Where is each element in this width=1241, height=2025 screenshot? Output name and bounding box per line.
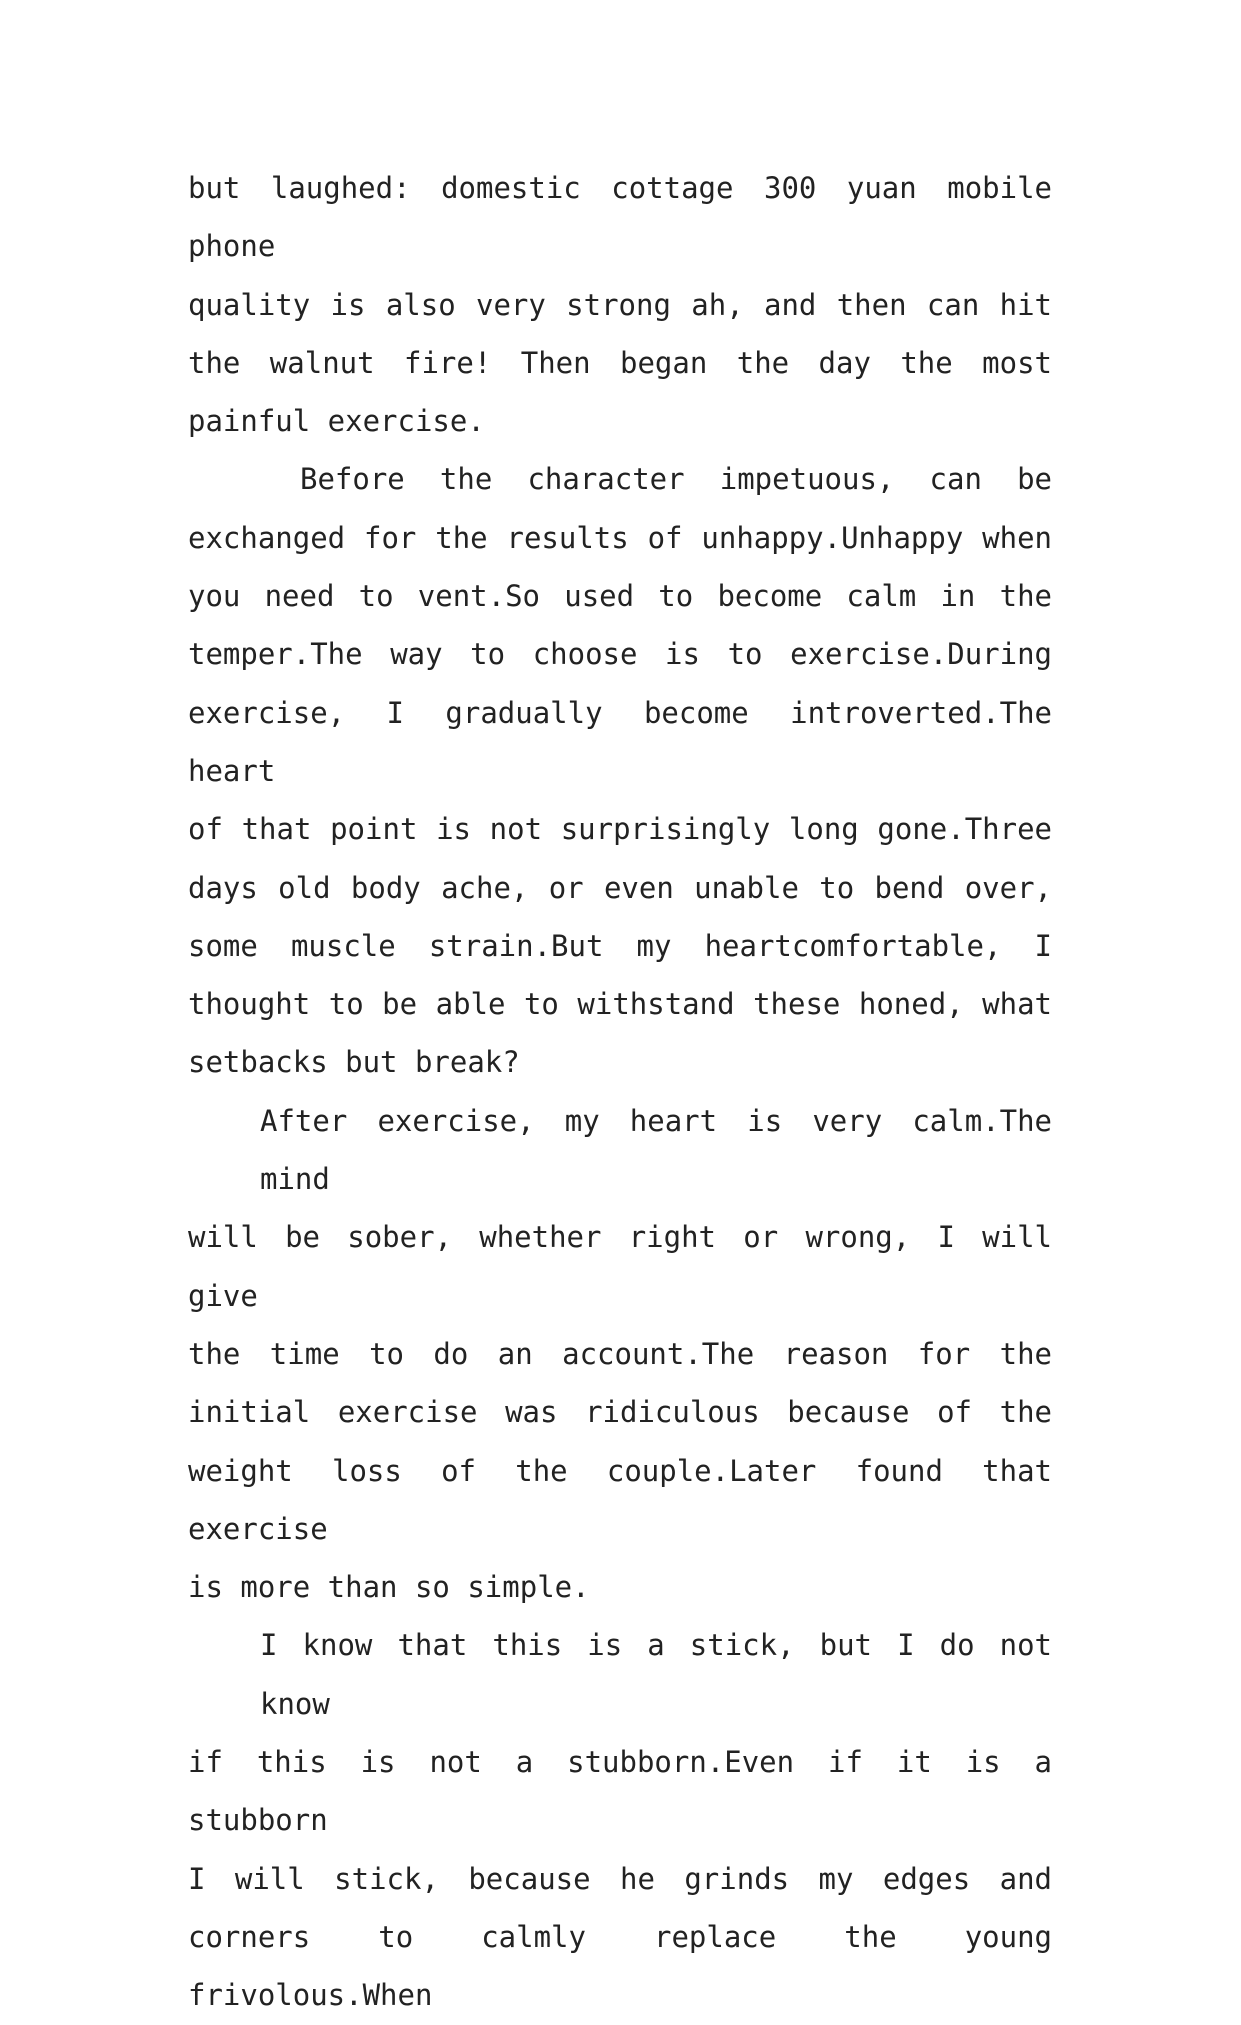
text-line: of that point is not surprisingly long gone.Three [188, 812, 1052, 847]
text-line: exercise, I gradually become introverted.The heart [188, 695, 1052, 788]
text-line: weight loss of the couple.Later found that exercise [188, 1453, 1052, 1546]
text-line: temper.The way to choose is to exercise.During [188, 637, 1052, 672]
text-line: will be sober, whether right or wrong, I will give [188, 1220, 1052, 1313]
text-line: Before the character impetuous, can be [300, 462, 1052, 497]
paragraph-4 [188, 1616, 1052, 2024]
text-line: quality is also very strong ah, and then can hit [188, 287, 1052, 322]
text-line: if this is not a stubborn.Even if it is a stubborn [188, 1745, 1052, 1838]
text-line: days old body ache, or even unable to bend over, [188, 870, 1052, 905]
text-line: but laughed: domestic cottage 300 yuan mobile phone [188, 171, 1052, 264]
text-line: you need to vent.So used to become calm in the [188, 579, 1052, 614]
paragraph-1 [188, 159, 1052, 450]
text-line: initial exercise was ridiculous because of the [188, 1395, 1052, 1430]
text-line: exchanged for the results of unhappy.Unhappy when [188, 520, 1052, 555]
text-line: thought to be able to withstand these honed, what [188, 987, 1052, 1022]
text-line: the time to do an account.The reason for the [188, 1336, 1052, 1371]
text-line: painful exercise. [188, 404, 485, 439]
paragraph-3 [188, 1092, 1052, 1617]
text-line: After exercise, my heart is very calm.The mind [260, 1103, 1052, 1197]
text-line: corners to calmly replace the young frivolous.When [188, 1919, 1052, 2013]
body-text [188, 159, 1052, 2025]
text-line: the walnut fire! Then began the day the most [188, 345, 1052, 380]
text-line: I will stick, because he grinds my edges and [188, 1861, 1052, 1896]
text-line: I know that this is a stick, but I do not know [260, 1628, 1052, 1721]
text-line: setbacks but break? [188, 1045, 520, 1080]
paragraph-2 [188, 450, 1052, 1091]
text-line: is more than so simple. [188, 1570, 590, 1605]
text-line: some muscle strain.But my heartcomfortable, I [188, 928, 1052, 963]
